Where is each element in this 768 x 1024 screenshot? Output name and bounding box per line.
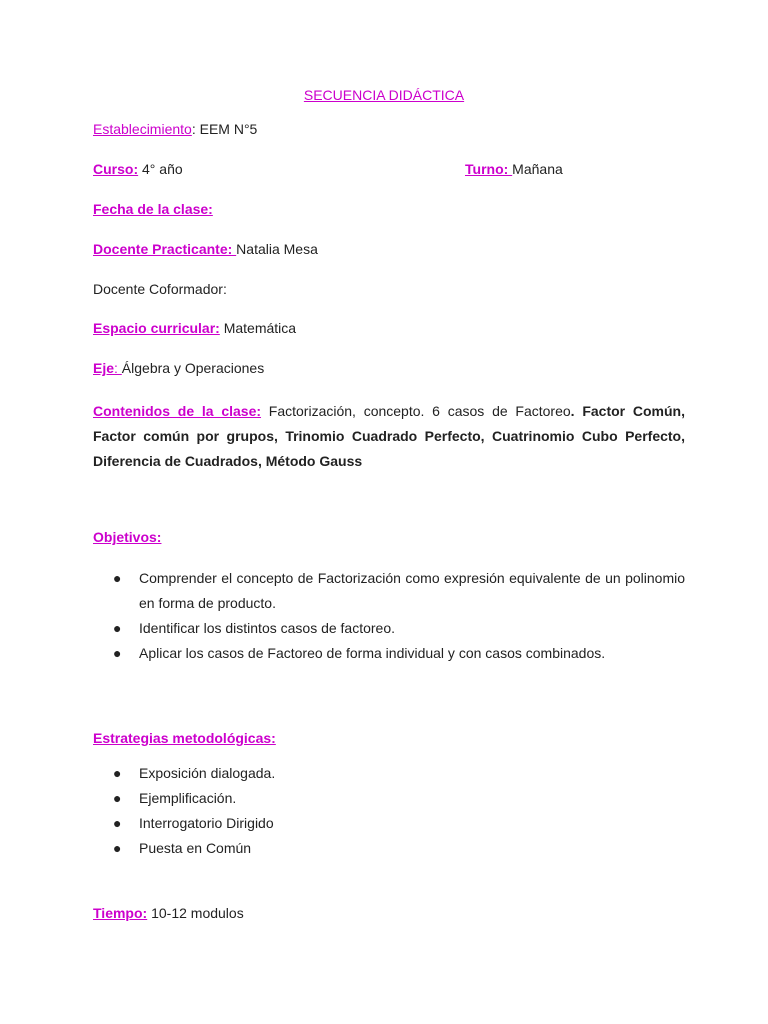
contenidos-plain: Factorización, concepto. 6 casos de Factoreo	[261, 403, 571, 419]
bullet-icon: ●	[113, 765, 122, 781]
estrategia-text: Exposición dialogada.	[139, 765, 276, 781]
docente-practicante-label: Docente Practicante:	[93, 241, 237, 257]
objetivo-text: Aplicar los casos de Factoreo de forma individual y con casos combinados.	[139, 645, 606, 661]
turno-value: Mañana	[512, 161, 563, 177]
estrategia-text: Puesta en Común	[139, 840, 252, 856]
bullet-icon: ●	[113, 620, 122, 636]
fecha-label: Fecha de la clase:	[93, 201, 213, 217]
docente-coformador-line: Docente Coformador:	[93, 281, 227, 297]
contenidos-label: Contenidos de la clase:	[93, 403, 262, 419]
docente-practicante-line	[93, 240, 318, 258]
curso-line	[93, 160, 183, 178]
eje-sep: :	[114, 360, 122, 376]
document-title: SECUENCIA DIDÁCTICA	[303, 87, 465, 103]
estrategias-heading: Estrategias metodológicas:	[93, 730, 276, 746]
docente-practicante-value: Natalia Mesa	[236, 241, 318, 257]
curso-value: 4° año	[138, 161, 183, 177]
list-item	[93, 786, 685, 811]
estrategias-heading-line	[93, 729, 276, 747]
curso-label: Curso:	[93, 161, 139, 177]
tiempo-label: Tiempo:	[93, 905, 148, 921]
estrategia-text: Interrogatorio Dirigido	[139, 815, 274, 831]
list-item	[93, 641, 685, 666]
list-item	[93, 811, 685, 836]
tiempo-line	[93, 904, 244, 922]
espacio-curricular-line	[93, 319, 296, 337]
eje-line	[93, 359, 264, 377]
fecha-line	[93, 200, 213, 218]
bullet-icon: ●	[113, 815, 122, 831]
turno-line	[465, 160, 563, 178]
establecimiento-sep: :	[191, 121, 200, 137]
objetivos-heading-line	[93, 528, 161, 546]
list-item	[93, 566, 685, 616]
espacio-curricular-value: Matemática	[219, 320, 297, 336]
tiempo-value: 10-12 modulos	[147, 905, 244, 921]
list-item	[93, 836, 685, 861]
list-item	[93, 761, 685, 786]
eje-label: Eje	[93, 360, 115, 376]
turno-label: Turno:	[465, 161, 513, 177]
espacio-curricular-label: Espacio curricular:	[93, 320, 220, 336]
estrategia-text: Ejemplificación.	[139, 790, 237, 806]
bullet-icon: ●	[113, 570, 122, 586]
bullet-icon: ●	[113, 790, 122, 806]
contenidos-bold: . Factor Común, Factor común por grupos, Trinomio Cuadrado Perfecto, Cuatrinomio Cubo Perfecto, Diferencia de Cuadrados, Método Gauss	[93, 403, 685, 469]
objetivos-list	[93, 566, 685, 666]
bullet-icon: ●	[113, 645, 122, 661]
objetivos-heading: Objetivos:	[93, 529, 162, 545]
bullet-icon: ●	[113, 840, 122, 856]
eje-value: Álgebra y Operaciones	[121, 360, 265, 376]
objetivo-text: Identificar los distintos casos de factoreo.	[139, 620, 396, 636]
estrategias-list	[93, 761, 685, 861]
establecimiento-line	[93, 120, 257, 138]
objetivo-text: Comprender el concepto de Factorización como expresión equivalente de un polinomio en forma de producto.	[139, 570, 685, 611]
establecimiento-value: EEM N°5	[199, 121, 258, 137]
list-item	[93, 616, 685, 641]
establecimiento-label: Establecimiento	[93, 121, 192, 137]
contenidos-paragraph	[93, 399, 685, 474]
